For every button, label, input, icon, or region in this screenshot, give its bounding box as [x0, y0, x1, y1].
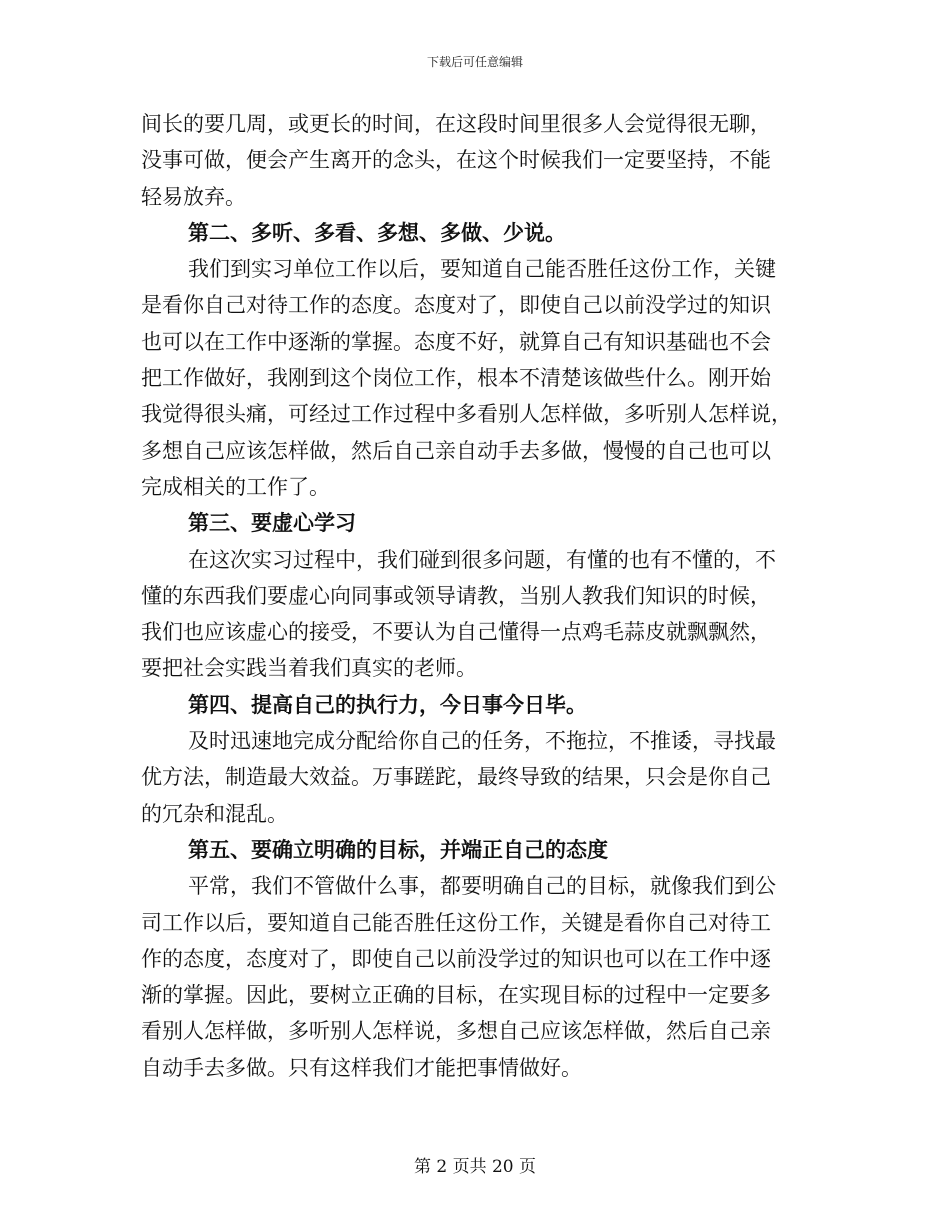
body-line: 司工作以后，要知道自己能否胜任这份工作，关键是看你自己对待工 [141, 910, 771, 935]
body-line: 我觉得很头痛，可经过工作过程中多看别人怎样做，多听别人怎样说， [141, 402, 792, 427]
body-line: 平常，我们不管做什么事，都要明确自己的目标，就像我们到公 [188, 874, 776, 899]
body-line: 完成相关的工作了。 [141, 474, 330, 499]
section-heading-5: 第五、要确立明确的目标，并端正自己的态度 [188, 836, 608, 862]
body-line: 要把社会实践当着我们真实的老师。 [141, 656, 477, 681]
body-line: 的冗杂和混乱。 [141, 801, 288, 826]
section-heading-3: 第三、要虚心学习 [188, 510, 356, 536]
body-line: 是看你自己对待工作的态度。态度对了，即使自己以前没学过的知识 [141, 293, 771, 318]
body-line: 在这次实习过程中，我们碰到很多问题，有懂的也有不懂的，不 [188, 547, 776, 572]
body-text [141, 106, 806, 1086]
body-line: 也可以在工作中逐渐的掌握。态度不好，就算自己有知识基础也不会 [141, 329, 771, 354]
body-line: 轻易放弃。 [141, 184, 246, 209]
body-line: 我们到实习单位工作以后，要知道自己能否胜任这份工作，关键 [188, 257, 776, 282]
body-line: 我们也应该虚心的接受，不要认为自己懂得一点鸡毛蒜皮就飘飘然， [141, 620, 771, 645]
body-line: 看别人怎样做，多听别人怎样说，多想自己应该怎样做，然后自己亲 [141, 1019, 771, 1044]
section-heading-4: 第四、提高自己的执行力，今日事今日毕。 [188, 691, 587, 717]
header-note: 下载后可任意编辑 [426, 55, 523, 69]
body-line: 没事可做，便会产生离开的念头，在这个时候我们一定要坚持，不能 [141, 148, 771, 173]
section-heading-2: 第二、多听、多看、多想、多做、少说。 [188, 219, 566, 245]
body-line: 优方法，制造最大效益。万事蹉跎，最终导致的结果，只会是你自己 [141, 765, 771, 790]
body-line: 间长的要几周，或更长的时间，在这段时间里很多人会觉得很无聊， [141, 112, 771, 136]
body-line: 懂的东西我们要虚心向同事或领导请教，当别人教我们知识的时候， [141, 583, 771, 608]
body-line: 及时迅速地完成分配给你自己的任务，不拖拉，不推诿，寻找最 [188, 729, 776, 754]
body-line: 作的态度，态度对了，即使自己以前没学过的知识也可以在工作中逐 [141, 946, 771, 971]
body-line: 自动手去多做。只有这样我们才能把事情做好。 [141, 1055, 582, 1080]
page-number: 第 2 页共 20 页 [413, 1157, 537, 1177]
body-line: 多想自己应该怎样做，然后自己亲自动手去多做，慢慢的自己也可以 [141, 438, 771, 463]
body-line: 把工作做好，我刚到这个岗位工作，根本不清楚该做些什么。刚开始 [141, 366, 771, 391]
body-line: 渐的掌握。因此，要树立正确的目标，在实现目标的过程中一定要多 [141, 983, 771, 1008]
